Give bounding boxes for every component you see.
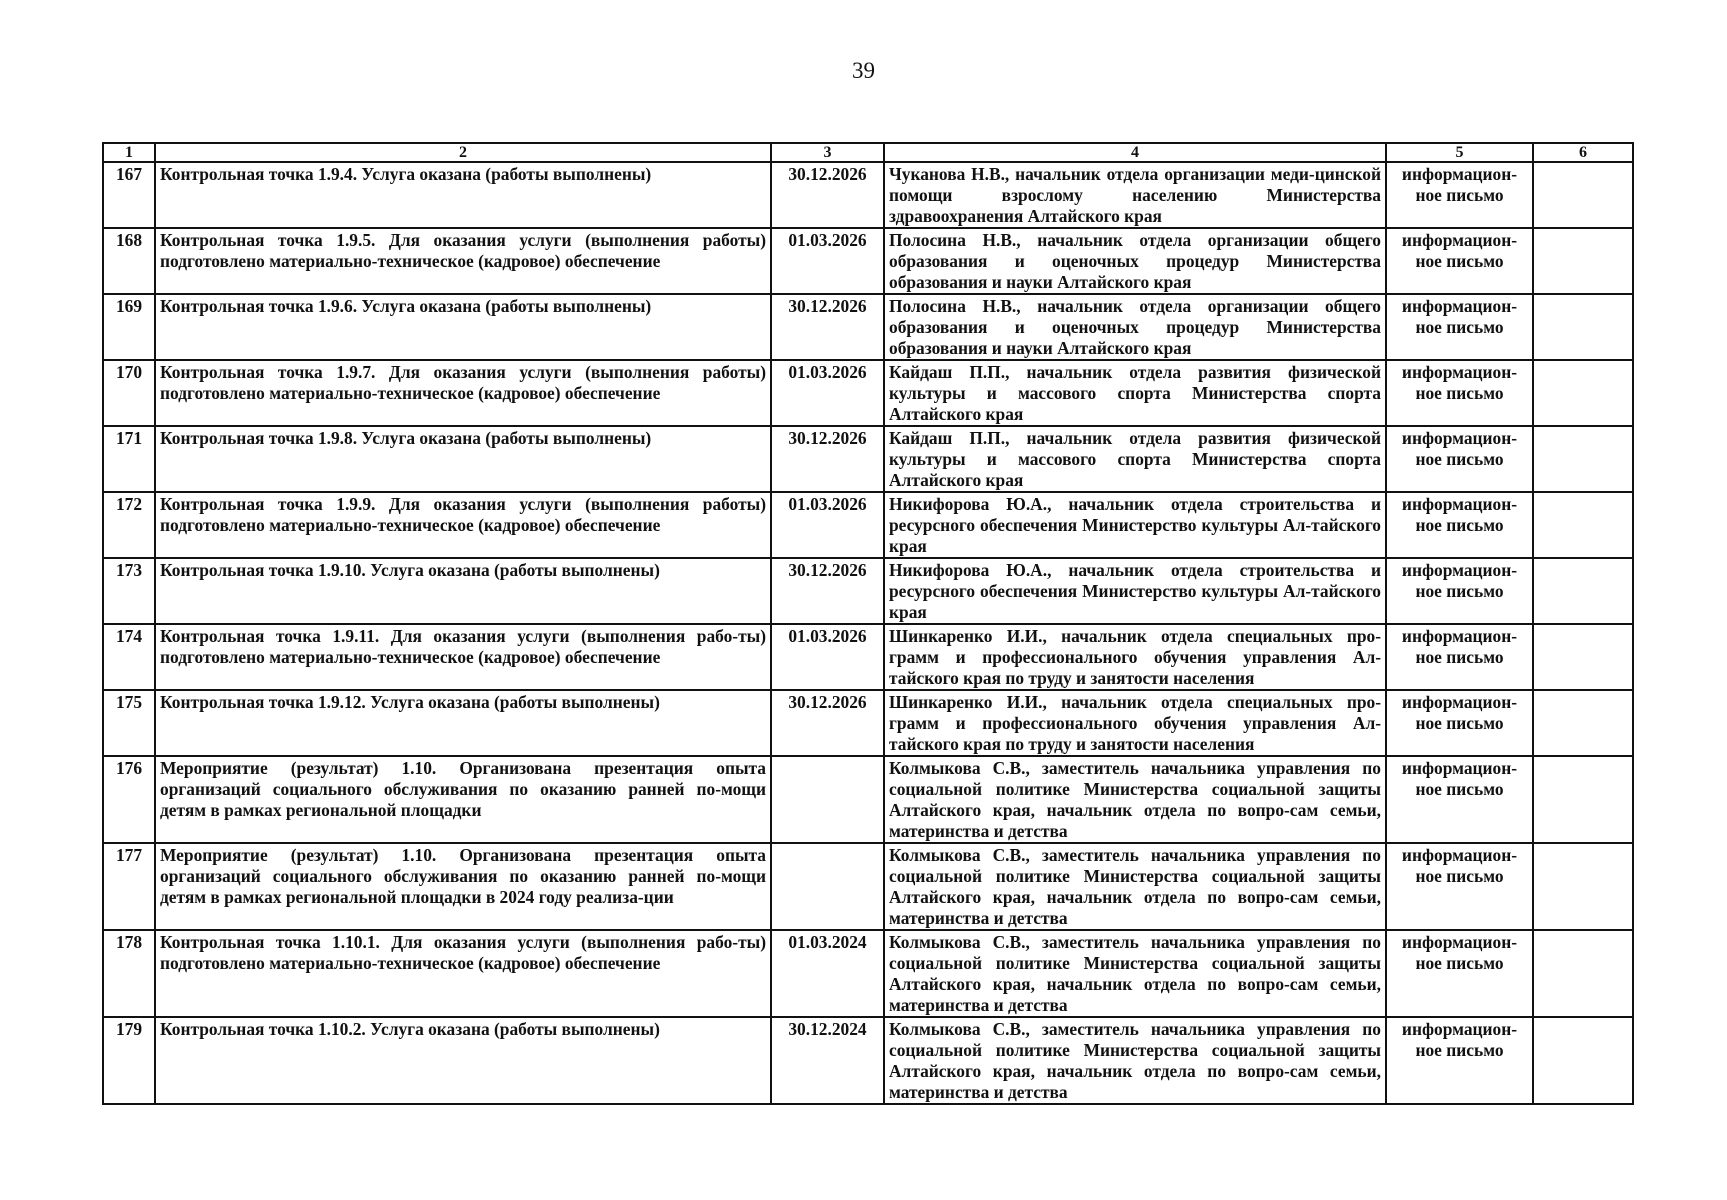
row-number: 176 [103, 756, 155, 843]
document-type: информацион-ное письмо [1386, 558, 1533, 624]
table-row [103, 624, 1633, 690]
deadline-date: 30.12.2026 [771, 690, 884, 756]
event-name: Контрольная точка 1.9.4. Услуга оказана (работы выполнены) [155, 162, 771, 228]
header-row [103, 143, 1633, 162]
responsible-person: Полосина Н.В., начальник отдела организации общего образования и оценочных процедур Министерства образования и науки Алтайского края [884, 228, 1386, 294]
event-name: Контрольная точка 1.9.5. Для оказания услуги (выполнения работы) подготовлено материально-техническое (кадровое) обеспечение [155, 228, 771, 294]
note-cell [1533, 558, 1633, 624]
deadline-date: 01.03.2026 [771, 624, 884, 690]
row-number: 174 [103, 624, 155, 690]
table-row [103, 930, 1633, 1017]
document-type: информацион-ное письмо [1386, 162, 1533, 228]
row-number: 169 [103, 294, 155, 360]
note-cell [1533, 843, 1633, 930]
event-name: Контрольная точка 1.10.2. Услуга оказана (работы выполнены) [155, 1017, 771, 1104]
responsible-person: Колмыкова С.В., заместитель начальника управления по социальной политике Министерства социальной защиты Алтайского края, начальник отдела по вопро-сам семьи, материнства и детства [884, 756, 1386, 843]
deadline-date: 01.03.2024 [771, 930, 884, 1017]
table-row [103, 1017, 1633, 1104]
document-type: информацион-ное письмо [1386, 360, 1533, 426]
responsible-person: Колмыкова С.В., заместитель начальника управления по социальной политике Министерства социальной защиты Алтайского края, начальник отдела по вопро-сам семьи, материнства и детства [884, 1017, 1386, 1104]
table-row [103, 756, 1633, 843]
responsible-person: Чуканова Н.В., начальник отдела организации меди-цинской помощи взрослому населению Министерства здравоохранения Алтайского края [884, 162, 1386, 228]
event-name: Контрольная точка 1.9.7. Для оказания услуги (выполнения работы) подготовлено материально-техническое (кадровое) обеспечение [155, 360, 771, 426]
responsible-person: Колмыкова С.В., заместитель начальника управления по социальной политике Министерства социальной защиты Алтайского края, начальник отдела по вопро-сам семьи, материнства и детства [884, 930, 1386, 1017]
event-name: Мероприятие (результат) 1.10. Организована презентация опыта организаций социального обслуживания по оказанию ранней по-мощи детям в рамках региональной площадки в 2024 году реализа-ции [155, 843, 771, 930]
document-type: информацион-ное письмо [1386, 930, 1533, 1017]
table-row [103, 690, 1633, 756]
responsible-person: Никифорова Ю.А., начальник отдела строительства и ресурсного обеспечения Министерство культуры Ал-тайского края [884, 558, 1386, 624]
table-row [103, 492, 1633, 558]
row-number: 178 [103, 930, 155, 1017]
table-row [103, 228, 1633, 294]
note-cell [1533, 162, 1633, 228]
event-name: Контрольная точка 1.9.6. Услуга оказана (работы выполнены) [155, 294, 771, 360]
event-name: Контрольная точка 1.9.11. Для оказания услуги (выполнения рабо-ты) подготовлено материально-техническое (кадровое) обеспечение [155, 624, 771, 690]
table-row [103, 843, 1633, 930]
deadline-date: 01.03.2026 [771, 492, 884, 558]
page-number: 39 [852, 58, 875, 83]
note-cell [1533, 228, 1633, 294]
table-row [103, 294, 1633, 360]
note-cell [1533, 294, 1633, 360]
note-cell [1533, 492, 1633, 558]
responsible-person: Кайдаш П.П., начальник отдела развития физической культуры и массового спорта Министерства спорта Алтайского края [884, 360, 1386, 426]
document-type: информацион-ное письмо [1386, 624, 1533, 690]
table-row [103, 558, 1633, 624]
responsible-person: Шинкаренко И.И., начальник отдела специальных про-грамм и профессионального обучения управления Ал-тайского края по труду и занятости населения [884, 690, 1386, 756]
table-body [103, 162, 1633, 1104]
table-row [103, 360, 1633, 426]
note-cell [1533, 624, 1633, 690]
row-number: 172 [103, 492, 155, 558]
event-name: Контрольная точка 1.9.12. Услуга оказана (работы выполнены) [155, 690, 771, 756]
document-type: информацион-ное письмо [1386, 294, 1533, 360]
deadline-date [771, 843, 884, 930]
column-header-5: 5 [1386, 143, 1533, 162]
responsible-person: Полосина Н.В., начальник отдела организации общего образования и оценочных процедур Министерства образования и науки Алтайского края [884, 294, 1386, 360]
plan-table [102, 142, 1634, 1105]
note-cell [1533, 930, 1633, 1017]
note-cell [1533, 1017, 1633, 1104]
deadline-date: 30.12.2026 [771, 162, 884, 228]
deadline-date: 01.03.2026 [771, 360, 884, 426]
document-type: информацион-ное письмо [1386, 843, 1533, 930]
event-name: Контрольная точка 1.9.9. Для оказания услуги (выполнения работы) подготовлено материально-техническое (кадровое) обеспечение [155, 492, 771, 558]
event-name: Мероприятие (результат) 1.10. Организована презентация опыта организаций социального обслуживания по оказанию ранней по-мощи детям в рамках региональной площадки [155, 756, 771, 843]
document-type: информацион-ное письмо [1386, 426, 1533, 492]
row-number: 170 [103, 360, 155, 426]
row-number: 168 [103, 228, 155, 294]
document-type: информацион-ное письмо [1386, 756, 1533, 843]
responsible-person: Кайдаш П.П., начальник отдела развития физической культуры и массового спорта Министерства спорта Алтайского края [884, 426, 1386, 492]
note-cell [1533, 426, 1633, 492]
deadline-date [771, 756, 884, 843]
deadline-date: 30.12.2024 [771, 1017, 884, 1104]
row-number: 177 [103, 843, 155, 930]
column-header-1: 1 [103, 143, 155, 162]
note-cell [1533, 756, 1633, 843]
event-name: Контрольная точка 1.9.8. Услуга оказана (работы выполнены) [155, 426, 771, 492]
event-name: Контрольная точка 1.10.1. Для оказания услуги (выполнения рабо-ты) подготовлено материально-техническое (кадровое) обеспечение [155, 930, 771, 1017]
row-number: 179 [103, 1017, 155, 1104]
column-header-3: 3 [771, 143, 884, 162]
event-name: Контрольная точка 1.9.10. Услуга оказана (работы выполнены) [155, 558, 771, 624]
responsible-person: Шинкаренко И.И., начальник отдела специальных про-грамм и профессионального обучения управления Ал-тайского края по труду и занятости населения [884, 624, 1386, 690]
column-header-4: 4 [884, 143, 1386, 162]
column-header-2: 2 [155, 143, 771, 162]
document-type: информацион-ное письмо [1386, 492, 1533, 558]
document-type: информацион-ное письмо [1386, 690, 1533, 756]
deadline-date: 30.12.2026 [771, 294, 884, 360]
document-type: информацион-ное письмо [1386, 1017, 1533, 1104]
note-cell [1533, 360, 1633, 426]
responsible-person: Колмыкова С.В., заместитель начальника управления по социальной политике Министерства социальной защиты Алтайского края, начальник отдела по вопро-сам семьи, материнства и детства [884, 843, 1386, 930]
document-type: информацион-ное письмо [1386, 228, 1533, 294]
table-row [103, 426, 1633, 492]
note-cell [1533, 690, 1633, 756]
row-number: 173 [103, 558, 155, 624]
deadline-date: 30.12.2026 [771, 558, 884, 624]
row-number: 171 [103, 426, 155, 492]
deadline-date: 30.12.2026 [771, 426, 884, 492]
column-header-6: 6 [1533, 143, 1633, 162]
table-row [103, 162, 1633, 228]
responsible-person: Никифорова Ю.А., начальник отдела строительства и ресурсного обеспечения Министерство культуры Ал-тайского края [884, 492, 1386, 558]
row-number: 167 [103, 162, 155, 228]
row-number: 175 [103, 690, 155, 756]
deadline-date: 01.03.2026 [771, 228, 884, 294]
